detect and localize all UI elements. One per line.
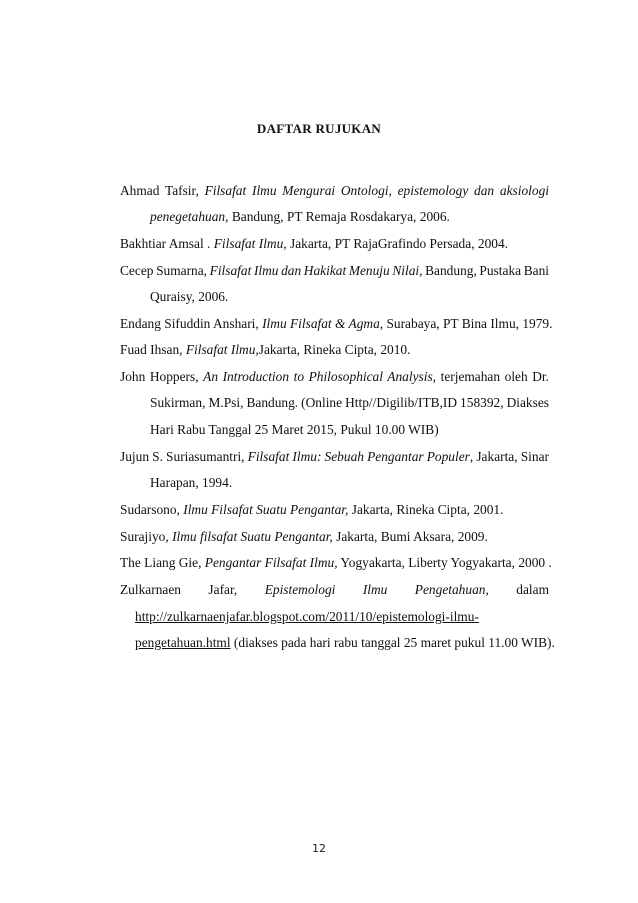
reference-title-italic: An Introduction to Philosophical Analysis,: [203, 369, 437, 384]
reference-text: Surabaya, PT Bina Ilmu, 1979.: [383, 316, 553, 331]
reference-text: Surajiyo,: [120, 529, 173, 544]
reference-text: Sukirman, M.Psi, Bandung. (Online Http//Digilib/ITB,ID 158392, Diakses: [150, 395, 549, 410]
reference-line: [150, 288, 228, 306]
reference-text: The Liang Gie,: [120, 555, 205, 570]
reference-text: terjemahan oleh Dr.: [436, 369, 549, 384]
reference-line: [120, 554, 552, 572]
reference-line: [120, 341, 410, 359]
reference-text: Jujun S. Suriasumantri,: [120, 449, 248, 464]
reference-title-italic: Pengantar Filsafat Ilmu,: [204, 555, 338, 570]
reference-line: [135, 608, 479, 626]
reference-text: Jakarta, Rineka Cipta, 2001.: [348, 502, 504, 517]
reference-title-italic: Epistemologi Ilmu Pengetahuan,: [264, 582, 489, 597]
reference-title-italic: Filsafat Ilmu dan Hakikat Menuju Nilai,: [209, 263, 423, 278]
reference-line: [150, 421, 439, 439]
reference-line: [120, 368, 549, 386]
reference-title-italic: penegetahuan: [150, 209, 226, 224]
reference-title-italic: Filsafat Ilmu,: [213, 236, 287, 251]
page-title: DAFTAR RUJUKAN: [256, 121, 382, 136]
reference-text: , Jakarta, Sinar: [469, 449, 549, 464]
reference-text: dalam: [488, 582, 549, 597]
reference-text: Endang Sifuddin Anshari,: [120, 316, 263, 331]
reference-title-italic: Ilmu Filsafat Suatu Pengantar,: [183, 502, 349, 517]
reference-line: [150, 208, 450, 226]
reference-text: Sudarsono,: [120, 502, 184, 517]
reference-title-italic: Filsafat Ilmu Mengurai Ontologi, epistemology dan aksiologi: [204, 183, 549, 198]
reference-text: Jakarta, PT RajaGrafindo Persada, 2004.: [286, 236, 509, 251]
reference-title-italic: Filsafat Ilmu: Sebuah Pengantar Populer: [247, 449, 470, 464]
reference-text: Hari Rabu Tanggal 25 Maret 2015, Pukul 10.00 WIB): [150, 422, 439, 437]
reference-text: Jakarta, Bumi Aksara, 2009.: [332, 529, 488, 544]
reference-title-italic: Ilmu Filsafat & Agma,: [262, 316, 384, 331]
reference-line: [120, 581, 549, 599]
reference-line: [135, 634, 555, 652]
reference-link[interactable]: pengetahuan.html: [135, 635, 231, 650]
reference-text: Ahmad Tafsir,: [120, 183, 205, 198]
page-number: 12: [312, 842, 326, 855]
reference-line: [120, 528, 488, 546]
reference-text: Bandung, Pustaka Bani: [422, 263, 549, 278]
reference-text: (diakses pada hari rabu tanggal 25 maret pukul 11.00 WIB).: [230, 635, 555, 650]
reference-line: [120, 448, 549, 466]
reference-line: [120, 501, 503, 519]
reference-text: Fuad Ihsan,: [120, 342, 186, 357]
reference-line: [120, 235, 508, 253]
reference-text: , Bandung, PT Remaja Rosdakarya, 2006.: [225, 209, 450, 224]
reference-text: Quraisy, 2006.: [150, 289, 229, 304]
reference-line: [150, 474, 232, 492]
reference-text: Harapan, 1994.: [150, 475, 233, 490]
reference-line: [120, 262, 549, 280]
reference-title-italic: Filsafat Ilmu,: [185, 342, 259, 357]
reference-text: Cecep Sumarna,: [120, 263, 210, 278]
reference-line: [150, 394, 549, 412]
reference-text: John Hoppers,: [120, 369, 204, 384]
reference-line: [120, 315, 552, 333]
reference-title-italic: Ilmu filsafat Suatu Pengantar,: [172, 529, 333, 544]
reference-text: Jakarta, Rineka Cipta, 2010.: [258, 342, 411, 357]
reference-link[interactable]: http://zulkarnaenjafar.blogspot.com/2011/10/epistemologi-ilmu-: [135, 609, 479, 624]
reference-text: Yogyakarta, Liberty Yogyakarta, 2000 .: [337, 555, 552, 570]
reference-text: Zulkarnaen Jafar,: [120, 582, 265, 597]
reference-line: [120, 182, 549, 200]
reference-text: Bakhtiar Amsal .: [120, 236, 214, 251]
